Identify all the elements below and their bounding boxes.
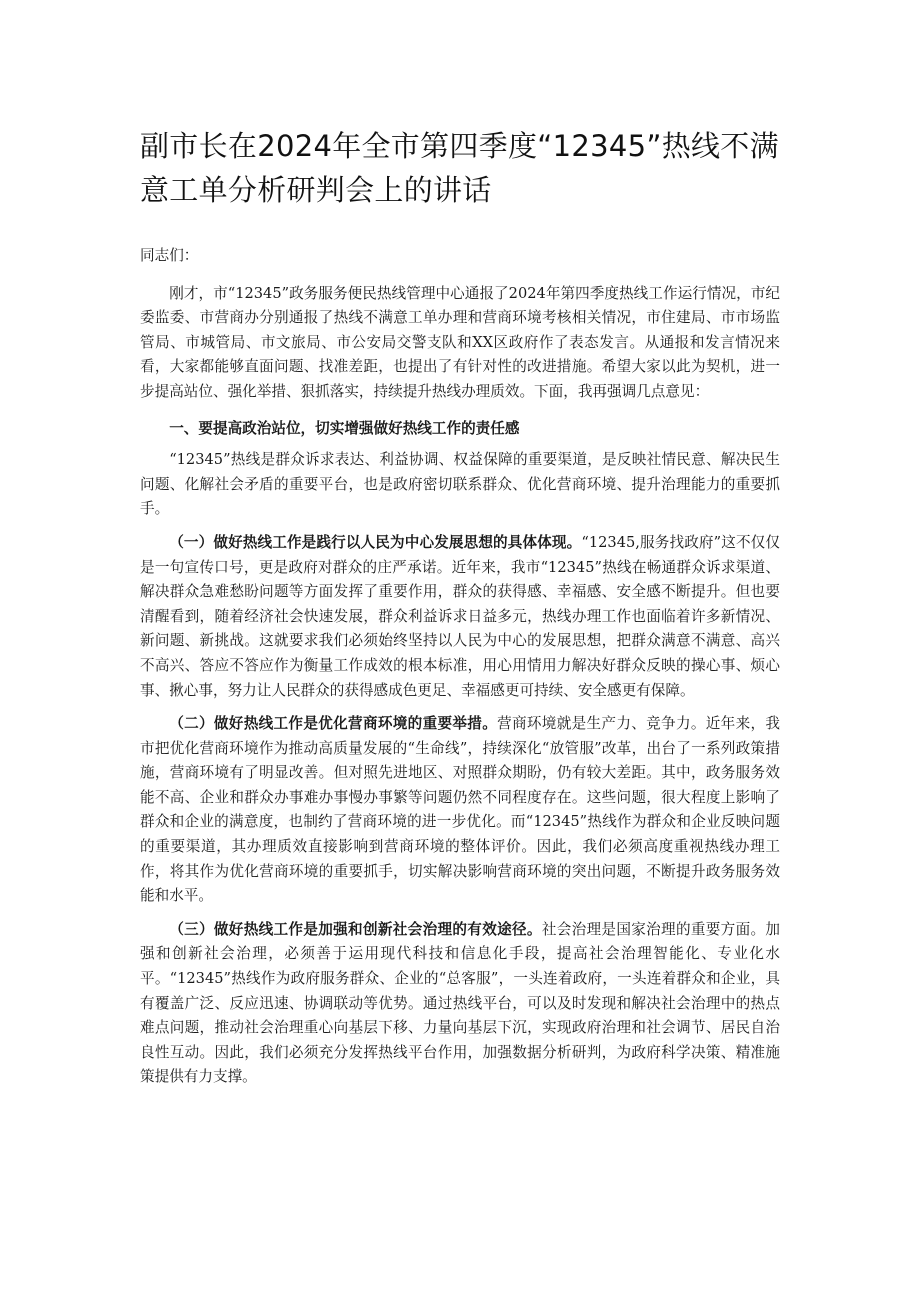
point-2-lead: （二）做好热线工作是优化营商环境的重要举措。 bbox=[169, 715, 498, 733]
point-3-body: 社会治理是国家治理的重要方面。加强和创新社会治理，必须善于运用现代科技和信息化手段，提高社会治理智能化、专业化水平。“12345”热线作为政府服务群众、企业的“总客服”，一头连着政府，一头连着群众和企业，具有覆盖广泛、反应迅速、协调联动等优势。通过热线平台，可以及时发现和解决社会治理中的热点难点问题，推动社会治理重心向基层下移、力量向基层下沉，实现政府治理和社会调节、居民自治良性互动。因此，我们必须充分发挥热线平台作用，加强数据分析研判，为政府科学决策、精准施策提供有力支撑。 bbox=[140, 920, 780, 1086]
point-1-lead: （一）做好热线工作是践行以人民为中心发展思想的具体体现。 bbox=[169, 533, 582, 551]
section-1-paragraph: “12345”热线是群众诉求表达、利益协调、权益保障的重要渠道，是反映社情民意、解决民生问题、化解社会矛盾的重要平台，也是政府密切联系群众、优化营商环境、提升治理能力的重要抓手。 bbox=[140, 451, 780, 518]
intro-paragraph: 刚才，市“12345”政务服务便民热线管理中心通报了2024年第四季度热线工作运行情况，市纪委监委、市营商办分别通报了热线不满意工单办理和营商环境考核相关情况，市住建局、市市场监管局、市城管局、市文旅局、市公安局交警支队和XX区政府作了表态发言。从通报和发言情况来看，大家都能够直面问题、找准差距，也提出了有针对性的改进措施。希望大家以此为契机，进一步提高站位、强化举措、狠抓落实，持续提升热线办理质效。下面，我再强调几点意见： bbox=[140, 284, 780, 400]
point-2-paragraph bbox=[140, 712, 780, 909]
document-page bbox=[140, 124, 780, 1090]
point-1-body: “12345,服务找政府”这不仅仅是一句宣传口号，更是政府对群众的庄严承诺。近年来，我市“12345”热线在畅通群众诉求渠道、解决群众急难愁盼问题等方面发挥了重要作用，群众的获得感、幸福感、安全感不断提升。但也要清醒看到，随着经济社会快速发展，群众利益诉求日益多元，热线办理工作也面临着许多新情况、新问题、新挑战。这就要求我们必须始终坚持以人民为中心的发展思想，把群众满意不满意、高兴不高兴、答应不答应作为衡量工作成效的根本标准，用心用情用力解决好群众反映的操心事、烦心事、揪心事，努力让人民群众的获得感成色更足、幸福感更可持续、安全感更有保障。 bbox=[140, 533, 780, 699]
salutation: 同志们： bbox=[140, 247, 199, 264]
point-2-body: 营商环境就是生产力、竞争力。近年来，我市把优化营商环境作为推动高质量发展的“生命线”，持续深化“放管服”改革，出台了一系列政策措施，营商环境有了明显改善。但对照先进地区、对照群众期盼，仍有较大差距。其中，政务服务效能不高、企业和群众办事难办事慢办事繁等问题仍然不同程度存在。这些问题，很大程度上影响了群众和企业的满意度，也制约了营商环境的进一步优化。而“12345”热线作为群众和企业反映问题的重要渠道，其办理质效直接影响到营商环境的整体评价。因此，我们必须高度重视热线办理工作，将其作为优化营商环境的重要抓手，切实解决影响营商环境的突出问题，不断提升政务服务效能和水平。 bbox=[140, 715, 780, 905]
point-3-paragraph bbox=[140, 918, 780, 1090]
point-3-lead: （三）做好热线工作是加强和创新社会治理的有效途径。 bbox=[169, 920, 542, 938]
section-1-heading: 一、要提高政治站位，切实增强做好热线工作的责任感 bbox=[169, 419, 520, 437]
point-1-paragraph bbox=[140, 531, 780, 703]
document-title: 副市长在2024年全市第四季度“12345”热线不满意工单分析研判会上的讲话 bbox=[140, 129, 779, 207]
